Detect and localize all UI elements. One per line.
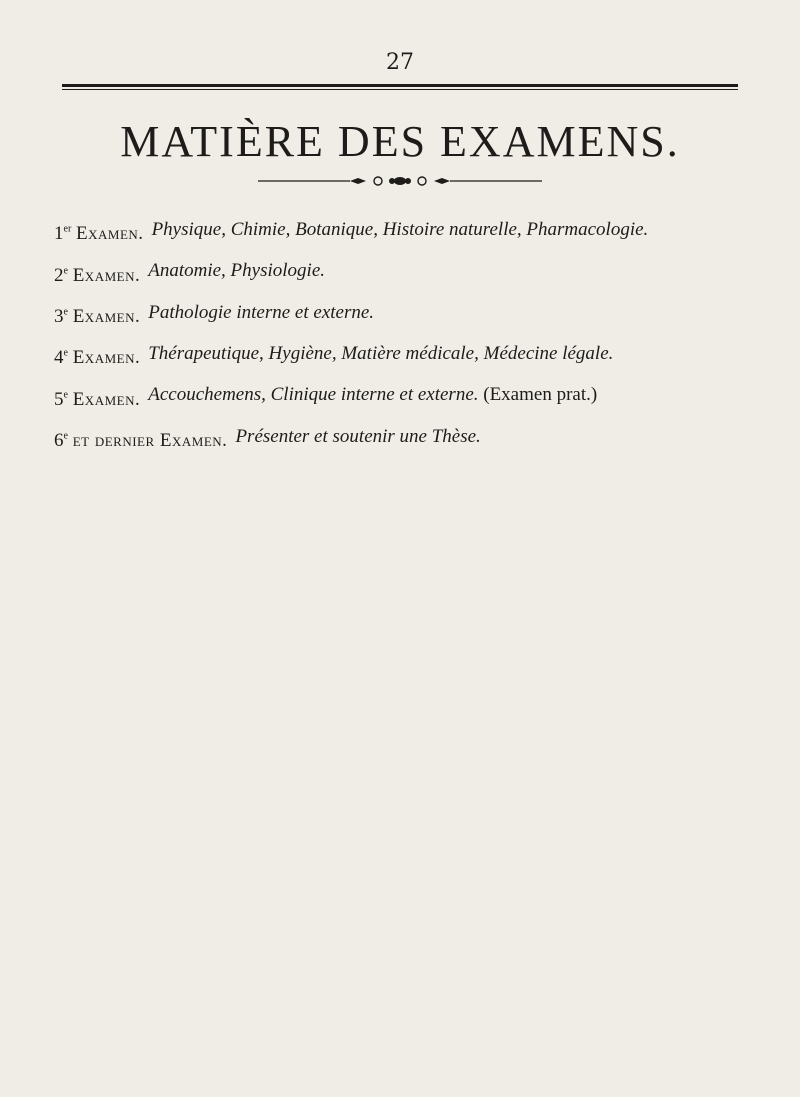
exam-ordinal-suffix: er: [63, 224, 72, 235]
exam-label: Examen.: [72, 388, 141, 410]
exam-subjects: Thérapeutique, Hygiène, Matière médicale, Médecine légale.: [148, 342, 614, 364]
exam-number: 4: [54, 347, 64, 369]
page-number: 27: [386, 50, 414, 75]
ornament-divider: [0, 174, 800, 188]
exam-entry: [54, 342, 754, 369]
exam-number: 2: [54, 264, 64, 286]
exam-list: [54, 218, 754, 466]
header-rule-thick: [62, 84, 738, 87]
page-title: MATIÈRE DES EXAMENS.: [120, 117, 680, 166]
exam-label: Examen.: [76, 223, 144, 245]
exam-number: 3: [54, 305, 64, 327]
exam-ordinal-suffix: e: [63, 347, 68, 359]
exam-number: 6: [54, 429, 64, 451]
exam-entry: [54, 383, 754, 410]
exam-entry: [54, 425, 754, 452]
exam-ordinal-suffix: e: [63, 430, 68, 442]
exam-subjects: Présenter et soutenir une Thèse.: [235, 425, 481, 447]
exam-subjects: Anatomie, Physiologie.: [148, 260, 326, 282]
exam-note: (Examen prat.): [483, 384, 598, 406]
exam-number: 1: [54, 223, 64, 245]
exam-number: 5: [54, 388, 64, 410]
exam-entry: [54, 301, 754, 328]
exam-entry: [54, 218, 754, 245]
exam-subjects: Physique, Chimie, Botanique, Histoire naturelle, Pharmacologie.: [151, 219, 649, 240]
header-rule-thin: [62, 89, 738, 90]
exam-label: Examen.: [72, 305, 141, 327]
exam-subjects: Pathologie interne et externe.: [148, 301, 375, 323]
exam-label: Examen.: [72, 264, 141, 286]
exam-ordinal-suffix: e: [63, 306, 68, 318]
exam-subjects: Accouchemens, Clinique interne et externe.: [148, 384, 479, 406]
exam-entry: [54, 259, 754, 286]
exam-label: et dernier Examen.: [72, 429, 228, 451]
exam-ordinal-suffix: e: [63, 389, 68, 401]
exam-ordinal-suffix: e: [63, 265, 68, 277]
exam-label: Examen.: [72, 347, 141, 369]
